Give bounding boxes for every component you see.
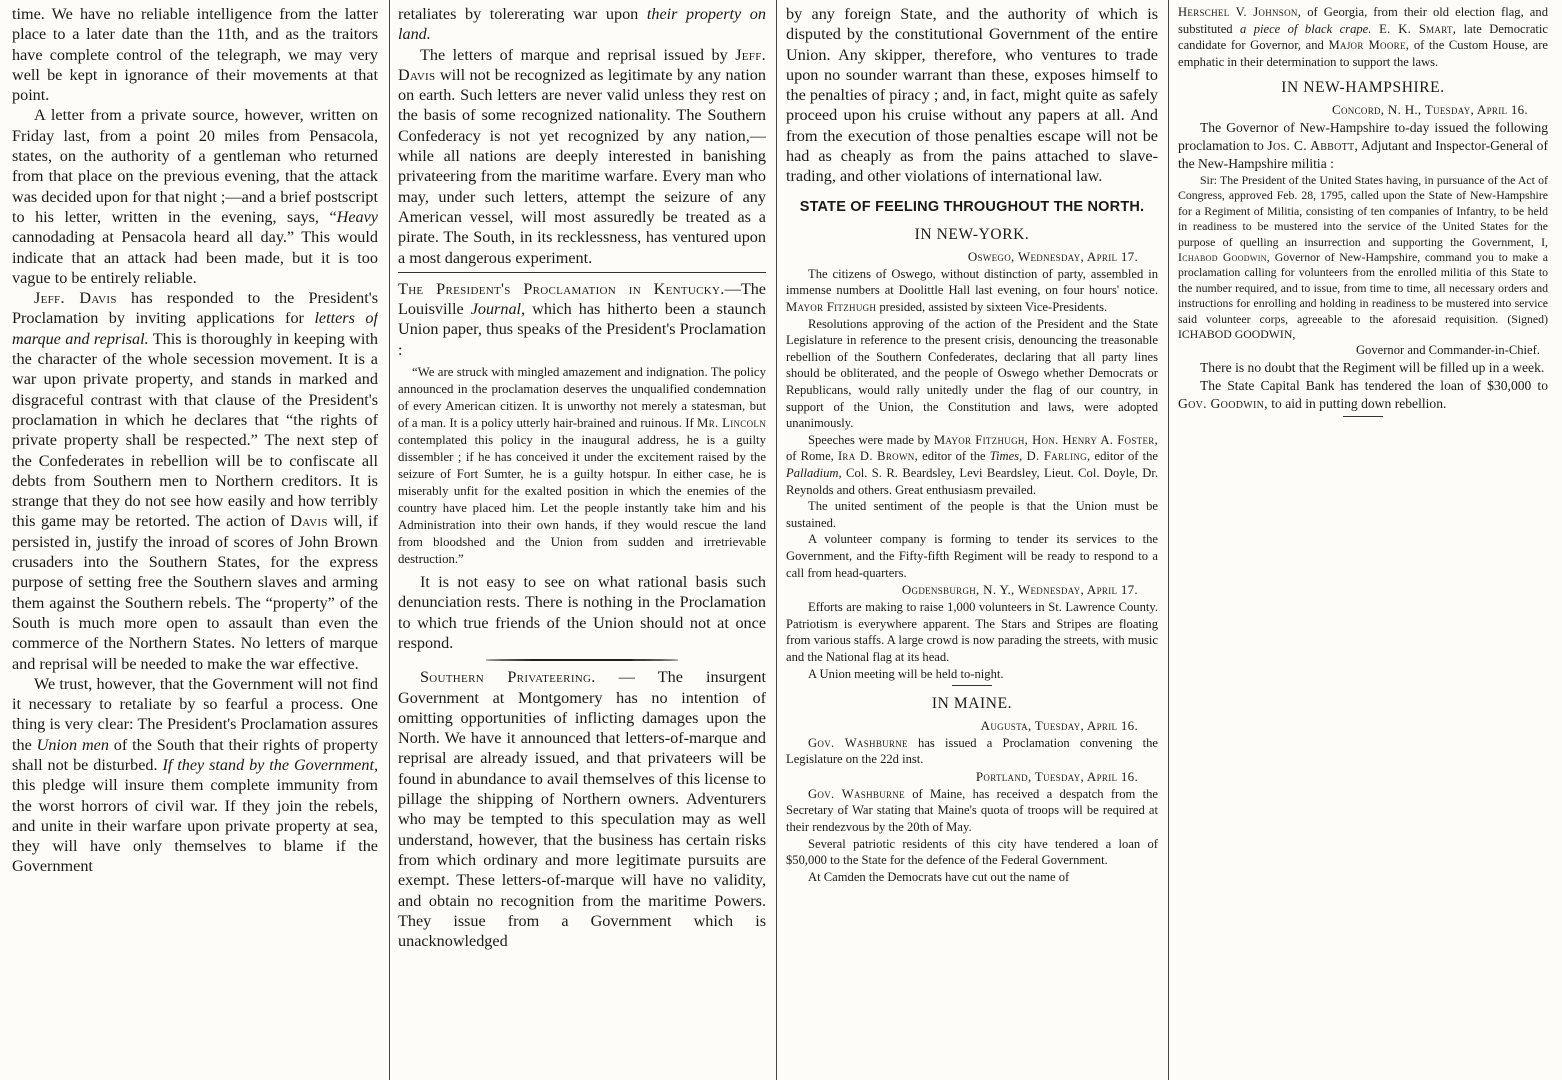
text: Efforts are making to raise 1,000 volunteers in St. Lawrence County. Patriotism is everywhere apparent. The Stars and Stripes are floating from various staffs. A large crowd is now parading the streets, with music and the National flag at its head. xyxy=(786,600,1158,664)
paragraph xyxy=(12,4,378,105)
text: It is not easy to see on what rational basis such denunciation rests. There is nothing in the Proclamation to which true friends of the Union should not at once respond. xyxy=(398,573,766,652)
text: Governor of New-Hampshire, command you to make a proclamation calling for volunteers from the enrolled militia of this State to the number required, and to issue, from time to time, all necessary orders and instructions for enrolling and holding in readiness to be mustered into service said volunteer corps, agreeable to the aforesaid requisition. (Signed) ICHABOD GOODWIN, xyxy=(1178,250,1548,342)
text: At Camden the Democrats have cut out the name of xyxy=(808,869,1070,884)
text: will, if persisted in, justify the inroad of scores of John Brown crusaders into the Southern States, for the express purpose of setting free the Southern slaves and arming them against the Southern rebels. The “property” of the South is much more open to assault than even the commerce of the Northern States. No letters of marque and reprisal will be needed to make the war effective. xyxy=(12,512,378,673)
column-rule xyxy=(776,0,777,1080)
text: Adjutant and Inspector-General of the New-Hampshire militia : xyxy=(1178,137,1548,171)
text: A letter from a private source, however, written on Friday last, from a point 20 miles from Pensacola, states, on the authority of a gentleman who returned from that place on the previous evening, that the attack was decided upon for that night ;—and a brief postscript to his letter, written in the evening, says, “ xyxy=(12,106,378,226)
dateline: Portland, Tuesday, April 16. xyxy=(975,768,1138,784)
person-name: Mayor Fitzhugh, Hon. Henry A. Foster, xyxy=(933,432,1158,447)
text: Resolutions approving of the action of the President and the State Legislature in reference to the present crisis, denouncing the treasonable rebellion of the Southern Confederates, declaring that all party lines should be obliterated, and the people of Oswego whether Democrats or Republicans, would rally unitedly under the flag of our country, in support of the Union, the Constitution and laws, were adopted unanimously. xyxy=(786,316,1158,431)
person-name: Mayor Fitzhugh xyxy=(786,300,877,315)
person-name: Gov. Goodwin, xyxy=(1178,396,1268,412)
text: of the South that their rights of property shall not be disturbed. xyxy=(12,735,378,774)
text: of Maine, has received a despatch from the Secretary of War stating that Maine's quota of troops will be required at their rendezvous by the 20th of May. xyxy=(786,786,1158,835)
text: A Union meeting will be held to-night. xyxy=(808,666,1004,681)
column-1 xyxy=(12,4,378,1080)
text: of the Custom House, are emphatic in their determination to support the laws. xyxy=(1178,38,1548,69)
italic-text: their property on land. xyxy=(398,5,766,44)
text: Col. S. R. Beardsley, Levi Beardsley, Lieut. Col. Doyle, Dr. Reynolds and others. Great enthusiasm prevailed. xyxy=(786,465,1158,497)
text: The citizens of Oswego, without distinction of party, assembled in immense numbers at Doolittle Hall last evening, on four hours' notice. xyxy=(786,266,1158,298)
paragraph xyxy=(1178,173,1548,342)
text: to aid in putting down rebellion. xyxy=(1267,396,1447,412)
section-heading: IN NEW-HAMPSHIRE. xyxy=(1281,79,1445,97)
text: Sir: The President of the United States having, in pursuance of the Act of Congress, approved Feb. 28, 1795, called upon the State of New-Hampshire for a Regiment of Militia, consisting of ten companies of Infantry, to be held in readiness to be mustered into the service of the United States for the purpose of quelling an insurrection and supporting the Government, I, xyxy=(1178,172,1548,249)
divider xyxy=(486,659,677,661)
text: Speeches were made by xyxy=(808,432,934,447)
person-name: Jeff. Davis xyxy=(34,289,117,308)
text: The Governor of New-Hampshire to-day issued the following proclamation to xyxy=(1178,119,1548,153)
paragraph xyxy=(786,316,1158,432)
text: editor of the xyxy=(1090,449,1158,464)
quotation xyxy=(398,364,766,568)
text: this pledge will insure them complete immunity from the worst horrors of civil war. If they join the rebels, and unite in their warfare upon private property at sea, they will have only themselves to blame if the Government xyxy=(12,776,378,876)
italic-text: letters of marque and reprisal. xyxy=(12,309,378,348)
text: This is thoroughly in keeping with the character of the whole secession movement. It is a war upon private property, and stands in marked and disgraceful contrast with that clause of the President's proclamation in which he declares that “the rights of private property shall be respected.” The next step of the Confederates in rebellion will be to confiscate all debts from Southern men to Northern creditors. It is strange that they do not see how easily and how terribly this game may be retorted. The action of xyxy=(12,329,378,531)
dateline: Oswego, Wednesday, April 17. xyxy=(967,248,1138,264)
paragraph xyxy=(1178,4,1548,70)
text: has issued a Proclamation convening the Legislature on the 22d inst. xyxy=(786,735,1158,767)
text: of Georgia, from their old election flag, and substituted xyxy=(1178,5,1548,36)
text: has responded to the President's Proclamation by inviting applications for xyxy=(12,289,378,328)
italic-text: Palladium, xyxy=(786,465,842,480)
text: — The insurgent Government at Montgomery has no intention of omitting opportunities of inflicting damages upon the North. We have it announced that letters-of-marque and reprisal are already issued, and that privateers will be found in abundance to avail themselves of this license to pillage the shipping of Northern owners. Adventurers who may be tempted to this speculation may as well understand, however, that the business has certain risks from which ordinary and more legitimate pursuits are exempt. These letters-of-marque will have no validity, and obtain no recognition from the maritime Powers. They issue from a Government which is unacknowledged xyxy=(398,668,766,951)
text: which has hitherto been a staunch Union paper, thus speaks of the President's Proclamation : xyxy=(398,300,766,359)
text: editor of the xyxy=(918,449,990,464)
text: presided, assisted by sixteen Vice-Presidents. xyxy=(876,300,1108,315)
paragraph xyxy=(786,266,1158,316)
italic-text: a piece of black crape. xyxy=(1240,21,1372,36)
paragraph xyxy=(786,498,1158,531)
text: A volunteer company is forming to tender its services to the Government, and the Fifty-fifth Regiment will be ready to respond to a call from head-quarters. xyxy=(786,532,1158,580)
text: The letters of marque and reprisal issued by xyxy=(420,45,736,64)
italic-text: Times, xyxy=(989,449,1023,464)
paragraph xyxy=(786,735,1158,768)
italic-text: If they stand by the Government, xyxy=(162,755,378,774)
section-heading: IN MAINE. xyxy=(931,695,1013,713)
person-name: Mr. Lincoln xyxy=(697,416,766,431)
dateline: Ogdensburgh, N. Y., Wednesday, April 17. xyxy=(901,582,1138,598)
paragraph xyxy=(1178,377,1548,413)
paragraph xyxy=(398,4,766,45)
text: Several patriotic residents of this city have tendered a loan of $50,000 to the State for the defence of the Federal Government. xyxy=(786,836,1158,868)
section-heading: The President's Proclamation in Kentucky. xyxy=(398,279,725,298)
italic-text: Union men xyxy=(36,735,109,754)
paragraph xyxy=(786,666,1158,683)
paragraph xyxy=(786,4,1158,187)
paragraph xyxy=(786,432,1158,498)
text: retaliates by tolererating war upon xyxy=(398,5,647,23)
person-name: Ira D. Brown, xyxy=(837,449,919,464)
paragraph xyxy=(1178,119,1548,173)
person-name: Gov. Washburne xyxy=(808,735,908,750)
person-name: Ichabod Goodwin, xyxy=(1178,250,1271,264)
text: of Rome, xyxy=(786,449,838,464)
paragraph xyxy=(398,572,766,653)
divider xyxy=(398,272,766,273)
headline: STATE OF FEELING THROUGHOUT THE NORTH. xyxy=(799,198,1145,215)
divider xyxy=(1343,416,1383,417)
person-name: Davis xyxy=(290,512,328,531)
text: late Democratic candidate for Governor, and xyxy=(1178,21,1548,53)
text: time. We have no reliable intelligence from the latter place to a later date than the 11th, and as the traitors have complete control of the telegraph, we may very well be kept in ignorance of their movements at that point. xyxy=(12,5,378,105)
paragraph xyxy=(398,279,766,360)
column-rule xyxy=(389,0,390,1080)
signature-line: Governor and Commander-in-Chief. xyxy=(1355,343,1540,358)
text: The united sentiment of the people is that the Union must be sustained. xyxy=(786,499,1158,530)
person-name: Gov. Washburne xyxy=(808,786,905,801)
text: “We are struck with mingled amazement and indignation. The policy announced in the proclamation deserves the unqualified condemnation of every American citizen. It is unworthy not merely a statesman, but of a man. It is a policy utterly hair-brained and ruinous. If xyxy=(398,365,766,431)
section-heading: Southern Privateering. xyxy=(420,668,596,687)
divider xyxy=(952,685,992,686)
person-name: E. K. Smart, xyxy=(1371,21,1457,36)
paragraph xyxy=(786,531,1158,581)
paragraph xyxy=(12,105,378,288)
paragraph xyxy=(12,288,378,674)
paragraph xyxy=(786,869,1158,886)
person-name: Major Moore, xyxy=(1328,38,1410,53)
italic-text: Journal, xyxy=(470,300,526,319)
paragraph xyxy=(12,674,378,877)
column-rule xyxy=(1168,0,1169,1080)
text: will not be recognized as legitimate by any nation on earth. Such letters are never valid unless they rest on the basis of some recognized nationality. The Southern Confederacy is not yet recognized by any nation,—while all nations are deeply interested in banishing privateering from the maritime warfare. Every man who may, under such letters, attempt the seizure of any American vessel, will most assuredly be treated as a pirate. The South, in its recklessness, has ventured upon a most dangerous experiment. xyxy=(398,65,766,267)
text: We trust, however, that the Government will not find it necessary to retaliate by so fearful a process. One thing is very clear: The President's Proclamation assures the xyxy=(12,674,378,754)
text: There is no doubt that the Regiment will be filled up in a week. xyxy=(1200,360,1545,376)
person-name: D. Farling, xyxy=(1022,449,1091,464)
text: The State Capital Bank has tendered the loan of $30,000 to xyxy=(1200,378,1548,394)
paragraph xyxy=(398,45,766,268)
paragraph xyxy=(786,786,1158,836)
column-4 xyxy=(1178,4,1548,1080)
paragraph xyxy=(398,667,766,951)
text: contemplated this policy in the inaugural address, he is a guilty dissembler ; if he has conceived it under the excitement raised by the seizure of Fort Sumter, he is a guilty hotspur. In either case, he is miserably unfit for the exalted position in which the enemies of the country have placed him. Let the people instantly take him and his Administration into their own hands, if they would rescue the land from bloodshed and the Union from sudden and irretrievable destruction.” xyxy=(398,433,766,567)
text: —The Louisville xyxy=(398,279,766,319)
paragraph xyxy=(786,599,1158,665)
paragraph xyxy=(1178,359,1548,377)
dateline: Concord, N. H., Tuesday, April 16. xyxy=(1332,101,1528,117)
dateline: Augusta, Tuesday, April 16. xyxy=(980,717,1138,733)
person-name: Jos. C. Abbott, xyxy=(1267,137,1359,153)
section-heading: IN NEW-YORK. xyxy=(914,226,1030,244)
column-3 xyxy=(786,4,1158,1080)
italic-text: Heavy xyxy=(336,207,378,226)
person-name: Jeff. Davis xyxy=(398,45,766,84)
paragraph xyxy=(786,836,1158,869)
person-name: Herschel V. Johnson, xyxy=(1178,5,1302,19)
text: by any foreign State, and the authority of which is disputed by the constitutional Government of the entire Union. Any skipper, therefore, who ventures to trade upon no sounder warrant than these, exposes himself to the penalties of piracy ; and, in fact, might quite as safely proceed upon his cruise without any papers at all. And from the execution of those penalties escape will not be had as cheaply as from the pains attached to slave-trading, and other violations of international law. xyxy=(786,5,1158,186)
text: cannodading at Pensacola heard all day.” This would indicate that an attack had been made, but it is too vague to be entirely reliable. xyxy=(12,228,378,287)
column-2 xyxy=(398,4,766,1080)
